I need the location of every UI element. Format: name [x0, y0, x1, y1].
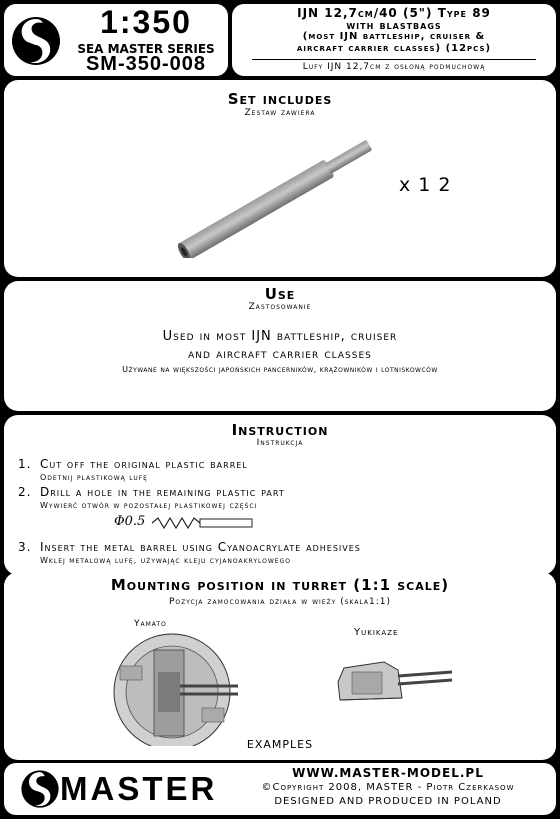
header-title-panel — [232, 4, 556, 76]
series-label: SEA MASTER SERIES — [77, 42, 215, 56]
brand-wordmark: MASTER — [60, 770, 218, 807]
yamato-turret-illustration — [102, 630, 242, 746]
header-logo-panel — [4, 4, 228, 76]
set-includes-panel — [4, 80, 556, 277]
yamato-label: Yamato — [134, 619, 167, 629]
step-number: 3. — [18, 540, 32, 554]
step-text: Insert the metal barrel using Cyanoacrylate adhesives — [40, 540, 361, 554]
set-heading: Set includes — [227, 90, 333, 108]
use-line-2: and aircraft carrier classes — [188, 347, 372, 362]
website-label: WWW.MASTER-MODEL.PL — [292, 766, 484, 780]
instruction-heading: Instruction — [231, 421, 329, 439]
copyright-label: ©Copyright 2008, MASTER - Piotr Czerkasow — [261, 782, 515, 793]
examples-label: EXAMPLES — [246, 738, 314, 751]
product-code: SM-350-008 — [85, 53, 207, 75]
quantity-label: x 1 2 — [399, 174, 452, 196]
mounting-heading: Mounting position in turret (1:1 scale) — [110, 576, 450, 594]
mounting-subheading: Pozycja zamocowania działa w wieży (skala1:1) — [168, 597, 392, 607]
use-line-1: Used in most IJN battleship, cruiser — [162, 329, 398, 344]
drill-size-label: Φ0.5 — [114, 514, 146, 529]
step-polish: Odetnij plastikową lufę — [40, 473, 148, 482]
use-polish: Używane na większości japońskich pancerników, krążowników i lotniskowców — [122, 365, 438, 374]
instruction-subheading: Instrukcja — [256, 438, 304, 448]
title-line-1: IJN 12,7cm/40 (5") Type 89 — [297, 6, 491, 20]
footer-panel — [4, 763, 556, 815]
set-subheading: Zestaw zawiera — [244, 108, 316, 118]
mounting-panel — [4, 572, 556, 760]
scale-label: 1:350 — [100, 4, 192, 40]
header-divider — [252, 59, 536, 60]
step-polish: Wklej metalową lufę, używając kleju cyjanoakrylowego — [40, 556, 291, 565]
step-polish: Wywierć otwór w pozostałej plastikowej części — [40, 501, 258, 510]
use-panel — [4, 281, 556, 411]
master-logo-icon — [18, 767, 62, 811]
instruction-panel — [4, 415, 556, 575]
step-number: 1. — [18, 457, 32, 471]
instruction-step — [18, 540, 361, 554]
yukikaze-label: Yukikaze — [354, 627, 399, 638]
polish-title: Lufy IJN 12,7cm z osłoną podmuchową — [302, 62, 486, 72]
designed-label: DESIGNED AND PRODUCED IN POLAND — [274, 796, 502, 807]
use-subheading: Zastosowanie — [248, 302, 312, 312]
gun-barrel-icon — [164, 128, 404, 258]
yukikaze-turret-illustration — [330, 652, 460, 708]
use-heading: Use — [264, 285, 296, 303]
step-number: 2. — [18, 485, 32, 499]
product-title — [232, 7, 556, 55]
instruction-step — [18, 457, 248, 471]
title-line-4: aircraft carrier classes) (12pcs) — [296, 43, 492, 54]
title-line-2: with blastbags — [346, 18, 442, 32]
drill-bit-icon — [150, 516, 254, 530]
step-text: Drill a hole in the remaining plastic part — [40, 485, 285, 499]
title-line-3: (most IJN battleship, cruiser & — [302, 31, 486, 42]
step-text: Cut off the original plastic barrel — [40, 457, 248, 471]
instruction-step — [18, 485, 285, 499]
master-logo-icon — [10, 10, 62, 72]
